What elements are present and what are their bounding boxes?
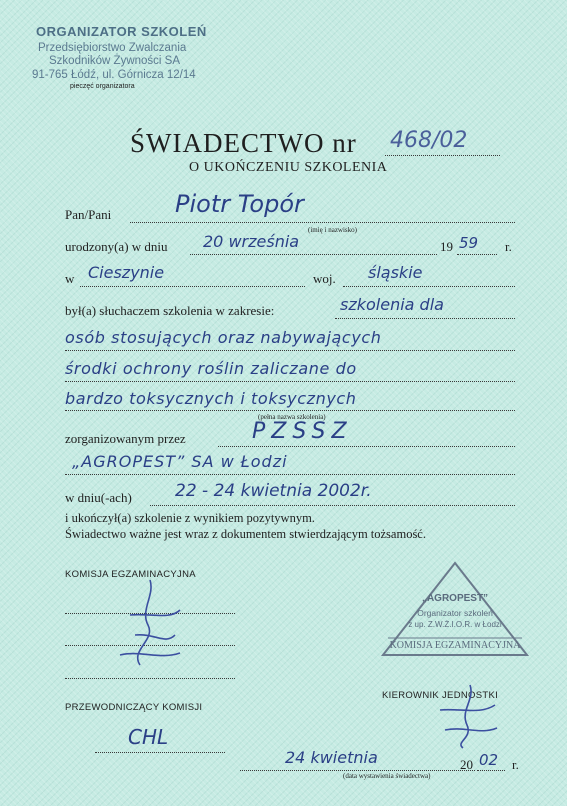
organized-by-dotted-line	[218, 446, 515, 447]
birth-year-value: 59	[459, 234, 479, 252]
organizer-stamp-line1: Przedsiębiorstwo Zwalczania	[38, 42, 187, 54]
name-dotted-line	[130, 222, 515, 223]
birth-place-value: Cieszynie	[88, 263, 165, 282]
issue-date-caption: (data wystawienia świadectwa)	[343, 772, 431, 780]
organizer-stamp-title: ORGANIZATOR SZKOLEŃ	[36, 24, 207, 39]
birth-date-label: urodzony(a) w dniu	[65, 239, 168, 254]
chair-signature-line	[95, 752, 225, 753]
chair-signature: CHL	[128, 725, 169, 749]
scope-line-3: środki ochrony roślin zaliczane do	[65, 359, 357, 378]
organized-by-value-2: „AGROPEST” SA w Łodzi	[72, 452, 288, 471]
birth-year-prefix: 19	[440, 239, 453, 254]
birth-place-label: w	[65, 271, 75, 286]
province-dotted-line	[343, 286, 515, 287]
birth-date-value: 20 września	[203, 232, 300, 251]
scope-dotted-line-4	[65, 410, 515, 411]
training-dates-value: 22 - 24 kwietnia 2002r.	[175, 481, 372, 501]
scope-label: był(a) słuchaczem szkolenia w zakresie:	[65, 303, 275, 318]
birth-year-suffix: r.	[505, 239, 512, 254]
issue-date-dotted-line	[240, 770, 475, 771]
certificate-subtitle: O UKOŃCZENIU SZKOLENIA	[189, 160, 388, 175]
number-dotted-line	[385, 155, 500, 156]
organized-by-value: PZSSZ	[252, 419, 353, 444]
scope-dotted-line-2	[65, 350, 515, 351]
issue-year-value: 02	[479, 751, 499, 769]
organizer-stamp-line3: 91-765 Łódź, ul. Górnicza 12/14	[32, 69, 196, 81]
organized-by-dotted-line-2	[65, 474, 515, 475]
triangle-stamp-line2: Organizator szkoleń	[417, 608, 493, 618]
commission-signature-line-1	[65, 613, 235, 614]
issue-date-value: 24 kwietnia	[285, 748, 378, 767]
issue-year-suffix: r.	[512, 757, 519, 772]
scope-dotted-line-1	[335, 318, 515, 319]
birth-date-dotted-line	[190, 254, 437, 255]
birth-place-dotted-line	[80, 286, 305, 287]
certificate-title: ŚWIADECTWO nr	[130, 128, 357, 158]
commission-label: KOMISJA EGZAMINACYJNA	[65, 569, 196, 580]
organizer-stamp-line2: Szkodników Żywności SA	[49, 55, 181, 67]
organized-by-label: zorganizowanym przez	[65, 431, 186, 446]
head-of-unit-label: KIEROWNIK JEDNOSTKI	[382, 690, 499, 701]
name-label: Pan/Pani	[65, 207, 112, 222]
name-caption: (imię i nazwisko)	[308, 226, 357, 234]
triangle-stamp-line1: „AGROPEST”	[421, 593, 489, 604]
commission-signature-line-3	[65, 678, 235, 679]
triangle-stamp-line3: z up. Z.W.Ż.I.O.R. w Łodzi	[408, 620, 502, 629]
validity-text: Świadectwo ważne jest wraz z dokumentem stwierdzającym tożsamość.	[65, 527, 426, 541]
issue-year-dotted-line	[477, 770, 505, 771]
scope-line-1: szkolenia dla	[340, 295, 444, 314]
commission-chair-label: PRZEWODNICZĄCY KOMISJI	[65, 702, 203, 713]
triangle-stamp-line4: KOMISJA EGZAMINACYJNA	[389, 640, 521, 651]
organizer-stamp-caption: pieczęć organizatora	[70, 83, 135, 90]
training-dates-label: w dniu(-ach)	[65, 490, 132, 505]
training-dates-dotted-line	[150, 505, 515, 506]
name-value: Piotr Topór	[175, 190, 304, 218]
scope-line-4: bardzo toksycznych i toksycznych	[65, 389, 357, 408]
scope-dotted-line-3	[65, 381, 515, 382]
issue-year-prefix: 20	[460, 757, 473, 772]
commission-signature-line-2	[65, 645, 235, 646]
completion-text: i ukończył(a) szkolenie z wynikiem pozytywnym.	[65, 511, 315, 525]
certificate-number: 468/02	[390, 128, 468, 153]
province-value: śląskie	[368, 263, 423, 282]
commission-triangle-stamp	[380, 560, 530, 660]
commission-signature-scribble	[110, 575, 190, 675]
province-label: woj.	[313, 271, 336, 286]
scope-line-2: osób stosujących oraz nabywających	[65, 328, 382, 347]
birth-year-dotted-line	[457, 254, 497, 255]
training-name-caption: (pełna nazwa szkolenia)	[258, 413, 326, 421]
